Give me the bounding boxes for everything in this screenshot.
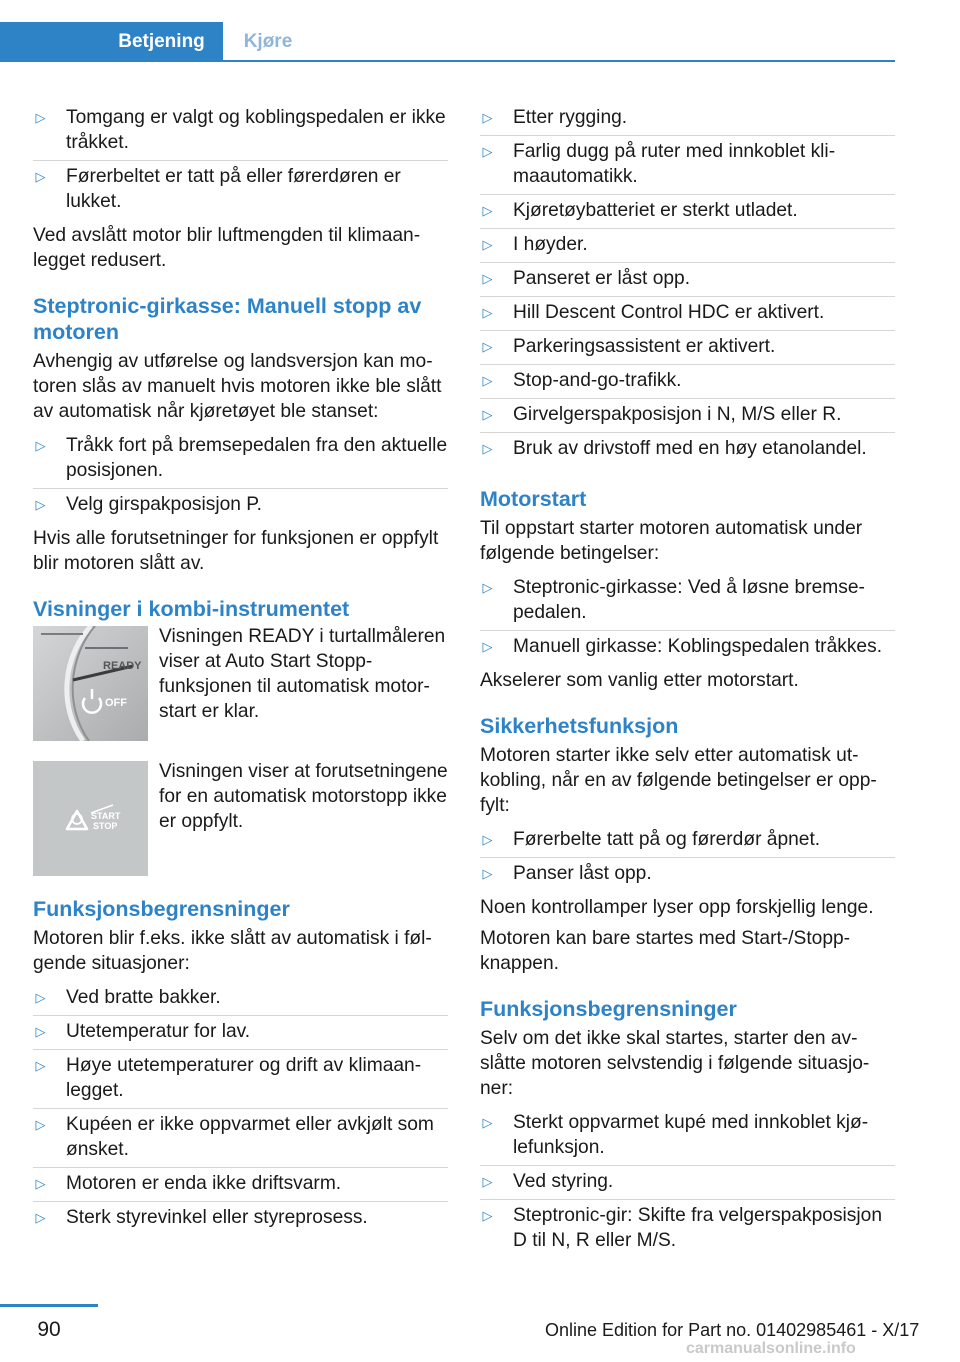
section-heading: Motorstart [480,487,587,511]
section-heading: Sikkerhetsfunksjon [480,714,679,738]
list-item: ▷ Steptronic-gir: Skifte fra velgerspakposisjon D til N, R eller M/S. [480,1200,895,1258]
paragraph: Til oppstart starter motoren automatisk under følgende betingelser: [480,518,863,564]
list-item: ▷ Bruk av drivstoff med en høy etanolandel. [480,433,895,466]
triangle-bullet-icon: ▷ [35,438,46,453]
list-item: ▷ Panser låst opp. [480,858,895,891]
triangle-bullet-icon: ▷ [482,407,493,422]
bullet-list [33,430,448,522]
bullet-list [33,102,448,219]
section-heading: Visninger i kombi-instrumentet [33,597,350,621]
gauge-off-label: OFF [105,697,127,709]
triangle-bullet-icon: ▷ [482,373,493,388]
triangle-bullet-icon: ▷ [35,110,46,125]
list-item: ▷ Førerbeltet er tatt på eller førerdøren er lukket. [33,161,448,219]
icon-start-label: START [91,811,121,821]
triangle-bullet-icon: ▷ [482,580,493,595]
list-item: ▷ Manuell girkasse: Koblingspedalen tråkkes. [480,631,895,664]
paragraph: Avhengig av utførelse og landsversjon kan motoren slås av manuelt hvis motoren ikke ble slått av automatisk når kjøretøyet ble stanset: [33,351,442,422]
triangle-bullet-icon: ▷ [35,497,46,512]
icon-stop-label: STOP [93,821,118,831]
footer-rule [0,1304,98,1307]
triangle-bullet-icon: ▷ [482,639,493,654]
paragraph: Akselerer som vanlig etter motorstart. [480,670,799,691]
list-item: ▷ Parkeringsassistent er aktivert. [480,331,895,365]
header-tabbar [0,0,895,62]
triangle-bullet-icon: ▷ [482,441,493,456]
list-item: ▷ Girvelgerspakposisjon i N, M/S eller R. [480,399,895,433]
list-item: ▷ Sterkt oppvarmet kupé med innkoblet kjølefunksjon. [480,1107,895,1166]
figure-ready [33,626,448,741]
list-item: ▷ Tråkk fort på bremsepedalen fra den aktuelle posisjonen. [33,430,448,489]
list-item: ▷ Kupéen er ikke oppvarmet eller avkjølt som ønsket. [33,1109,448,1168]
triangle-bullet-icon: ▷ [35,990,46,1005]
bullet-list [480,824,895,891]
header-rule [0,60,895,62]
triangle-bullet-icon: ▷ [482,305,493,320]
paragraph: Motoren kan bare startes med Start-/Stopp-knappen. [480,928,851,974]
triangle-bullet-icon: ▷ [482,1174,493,1189]
tab-betjening[interactable]: Betjening [100,22,223,62]
gauge-ready-label: READY [103,660,142,672]
triangle-bullet-icon: ▷ [482,339,493,354]
list-item: ▷ Tomgang er valgt og koblingspedalen er ikke tråkket. [33,102,448,161]
paragraph: Ved avslått motor blir luftmengden til klimaanlegget redusert. [33,225,421,271]
triangle-bullet-icon: ▷ [482,144,493,159]
list-item: ▷ I høyder. [480,229,895,263]
section-heading: Steptronic-girkasse: Manuell stopp av motoren [33,294,422,344]
figure-not-met [33,761,448,876]
triangle-bullet-icon: ▷ [482,1208,493,1223]
paragraph: Motoren blir f.eks. ikke slått av automatisk i følgende situasjoner: [33,928,432,974]
triangle-bullet-icon: ▷ [482,203,493,218]
paragraph: Motoren starter ikke selv etter automatisk utkobling, når en av følgende betingelser er oppfylt: [480,745,877,816]
triangle-bullet-icon: ▷ [35,1058,46,1073]
tab-kjore[interactable]: Kjøre [223,22,313,62]
triangle-bullet-icon: ▷ [35,169,46,184]
triangle-bullet-icon: ▷ [482,1115,493,1130]
page-number: 90 [37,1318,61,1341]
list-item: ▷ Hill Descent Control HDC er aktivert. [480,297,895,331]
triangle-bullet-icon: ▷ [482,110,493,125]
list-item: ▷ Steptronic-girkasse: Ved å løsne bremsepedalen. [480,572,895,631]
ready-gauge-image [33,626,148,741]
list-item: ▷ Utetemperatur for lav. [33,1016,448,1050]
figure-caption: Visningen viser at forutsetningene for en automatisk motorstopp ikke er oppfylt. [159,761,448,832]
list-item: ▷ Panseret er låst opp. [480,263,895,297]
ready-gauge-icon [33,626,148,741]
triangle-bullet-icon: ▷ [35,1024,46,1039]
edition-note: Online Edition for Part no. 01402985461 - X/17 [545,1320,920,1340]
triangle-bullet-icon: ▷ [482,237,493,252]
list-item: ▷ Velg girspakposisjon P. [33,489,448,522]
bullet-list [480,1107,895,1258]
paragraph: Selv om det ikke skal startes, starter den avslåtte motoren selvstendig i følgende situasjoner: [480,1028,870,1099]
triangle-bullet-icon: ▷ [482,271,493,286]
list-item: ▷ Kjøretøybatteriet er sterkt utladet. [480,195,895,229]
triangle-bullet-icon: ▷ [35,1210,46,1225]
bullet-list [480,572,895,664]
section-heading: Funksjonsbegrensninger [33,897,290,921]
list-item: ▷ Farlig dugg på ruter med innkoblet klimaautomatikk. [480,136,895,195]
paragraph: Noen kontrollamper lyser opp forskjellig lenge. [480,897,874,918]
triangle-bullet-icon: ▷ [35,1176,46,1191]
left-column [33,102,448,1235]
start-stop-warning-icon [33,761,148,876]
tab-accent-block [0,22,100,62]
list-item: ▷ Høye utetemperaturer og drift av klimaanlegget. [33,1050,448,1109]
figure-caption: Visningen READY i turtallmåleren viser at Auto Start Stopp-funksjonen til automatisk motorstart er klar. [159,626,446,722]
list-item: ▷ Førerbelte tatt på og førerdør åpnet. [480,824,895,858]
bullet-list [33,982,448,1235]
watermark: carmanualsonline.info [686,1340,856,1357]
list-item: ▷ Etter rygging. [480,102,895,136]
list-item: ▷ Sterk styrevinkel eller styreprosess. [33,1202,448,1235]
bullet-list [480,102,895,466]
list-item: ▷ Ved bratte bakker. [33,982,448,1016]
list-item: ▷ Motoren er enda ikke driftsvarm. [33,1168,448,1202]
paragraph: Hvis alle forutsetninger for funksjonen er oppfylt blir motoren slått av. [33,528,439,574]
triangle-bullet-icon: ▷ [482,832,493,847]
triangle-bullet-icon: ▷ [482,866,493,881]
list-item: ▷ Stop-and-go-trafikk. [480,365,895,399]
right-column [480,102,895,1258]
list-item: ▷ Ved styring. [480,1166,895,1200]
start-stop-warning-image [33,761,148,876]
section-heading: Funksjonsbegrensninger [480,997,737,1021]
triangle-bullet-icon: ▷ [35,1117,46,1132]
